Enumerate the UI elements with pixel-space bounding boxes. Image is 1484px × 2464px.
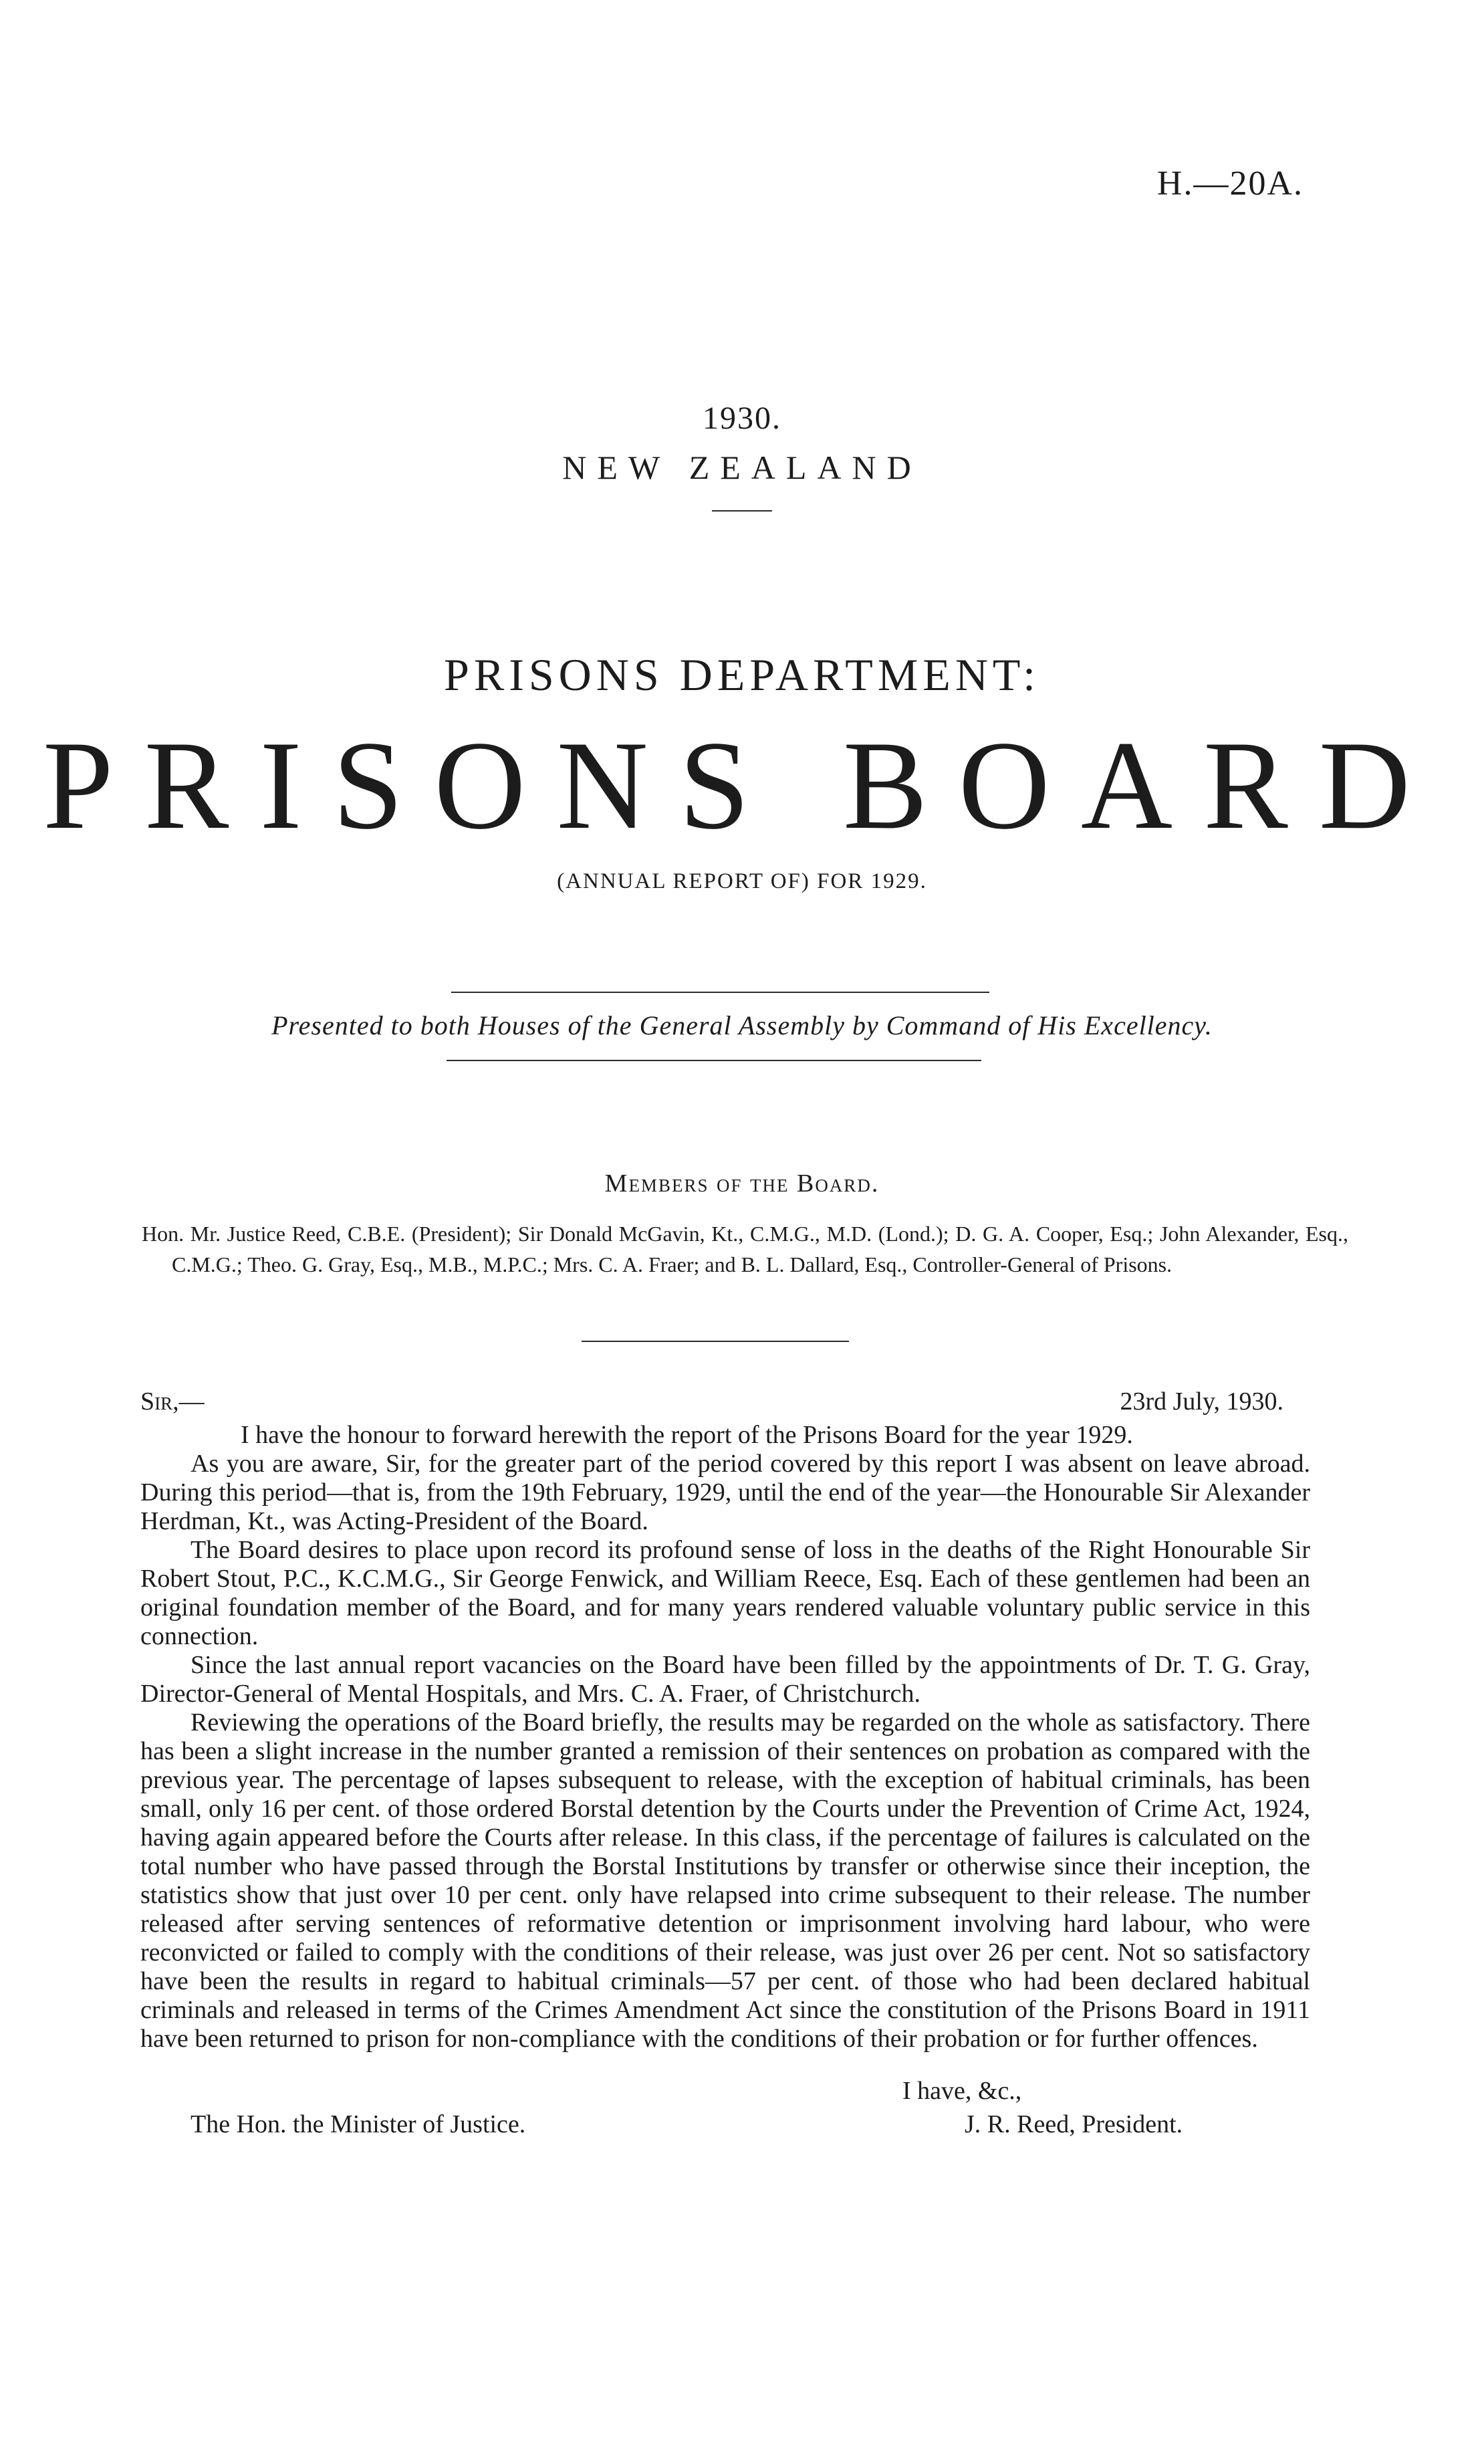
paragraph: Reviewing the operations of the Board briefly, the results may be regarded on the whole as satisfactory. There has been a slight increase in the number granted a remission of their sentences on probation as compared with the previous year. The percentage of lapses subsequent to release, with the exception of habitual criminals, has been small, only 16 per cent. of those ordered Borstal detention by the Courts under the Prevention of Crime Act, 1924, having again appeared before the Courts after release. In this class, if the percentage of failures is calculated on the total number who have passed through the Borstal Institutions by transfer or otherwise since their inception, the statistics show that just over 10 per cent. only have relapsed into crime subsequent to their release. The number released after serving sentences of reformative detention or imprisonment involving hard labour, who were reconvicted or failed to comply with the conditions of their release, was just over 26 per cent. Not so satisfactory have been the results in regard to habitual criminals—57 per cent. of those who had been declared habitual criminals and released in terms of the Crimes Amendment Act since the constitution of the Prisons Board in 1911 have been returned to prison for non-compliance with the conditions of their probation or for further offences. (140, 1708, 1310, 2053)
department-heading: PRISONS DEPARTMENT: (444, 649, 1040, 700)
divider-bottom (447, 1060, 981, 1061)
board-title: PRISONS BOARD (42, 715, 1442, 856)
country-heading: NEW ZEALAND (562, 449, 922, 486)
paragraph: I have the honour to forward herewith the report of the Prisons Board for the year 1929. (241, 1421, 1133, 1449)
page-code: H.—20A. (1156, 164, 1304, 203)
letter-body (140, 1421, 1310, 2053)
signature: J. R. Reed, President. (965, 2110, 1183, 2138)
members-list: Hon. Mr. Justice Reed, C.B.E. (President); Sir Donald McGavin, Kt., C.M.G., M.D. (Lond.); D. G. A. Cooper, Esq.; John Alexander, Esq., C.M.G.; Theo. G. Gray, Esq., M.B., M.P.C.; Mrs. C. A. Fraer; and B. L. Dallard, Esq., Controller-General of Prisons. (142, 1222, 1348, 1276)
addressee: The Hon. the Minister of Justice. (191, 2110, 526, 2138)
salutation: Sir,— (140, 1387, 205, 1416)
divider-members (582, 1341, 849, 1342)
paragraph: The Board desires to place upon record its profound sense of loss in the deaths of the Right Honourable Sir Robert Stout, P.C., K.C.M.G., Sir George Fenwick, and William Reece, Esq. Each of these gentlemen had been an original foundation member of the Board, and for many years rendered valuable voluntary public service in this connection. (140, 1536, 1310, 1650)
paragraph: Since the last annual report vacancies on the Board have been filled by the appointments of Dr. T. G. Gray, Director-General of Mental Hospitals, and Mrs. C. A. Fraer, of Christchurch. (140, 1651, 1310, 1708)
paragraph: As you are aware, Sir, for the greater part of the period covered by this report I was absent on leave abroad. During this period—that is, from the 19th February, 1929, until the end of the year—the Honourable Sir Alexander Herdman, Kt., was Acting-President of the Board. (140, 1450, 1310, 1535)
members-heading: Members of the Board. (604, 1169, 880, 1198)
report-subtitle: (ANNUAL REPORT OF) FOR 1929. (557, 869, 927, 893)
report-year: 1930. (703, 401, 781, 436)
closing: I have, &c., (902, 2077, 1022, 2105)
presented-line: Presented to both Houses of the General Assembly by Command of His Excellency. (271, 1010, 1213, 1040)
divider-short (712, 510, 772, 512)
divider-top (451, 992, 989, 993)
letter-date: 23rd July, 1930. (1120, 1387, 1283, 1416)
